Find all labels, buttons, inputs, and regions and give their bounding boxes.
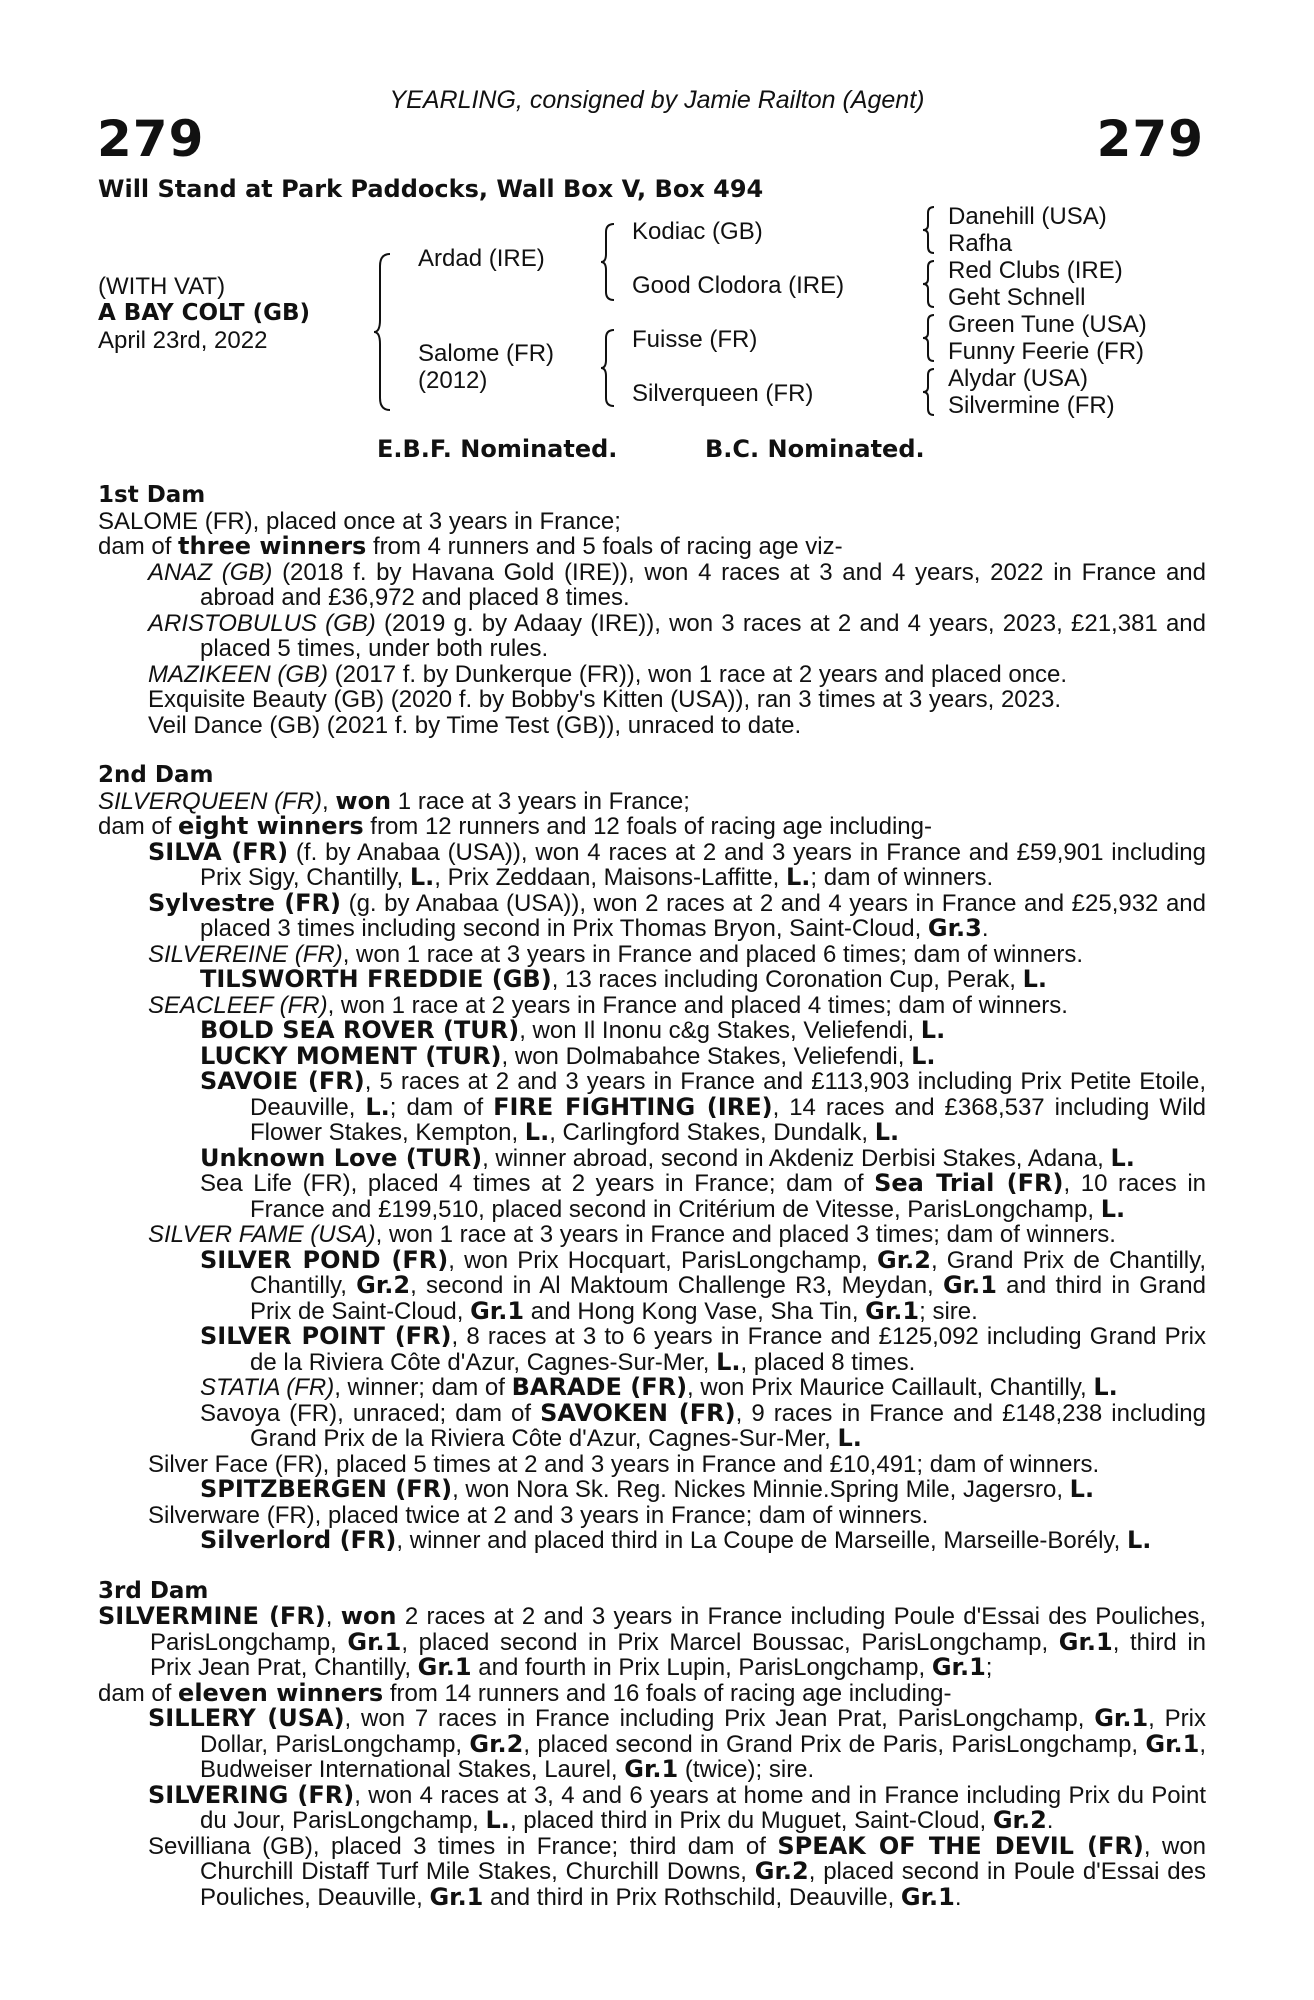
produce-sevilliana: Sevilliana (GB), placed 3 times in France; third dam of SPEAK OF THE DEVIL (FR), won Churchill Distaff Turf Mile Stakes, Churchill Downs, Gr.2, placed second in Poule d'Essai des Pouliches, Deauville, Gr.1 and third in Prix Rothschild, Deauville, Gr.1. — [148, 1831, 1207, 1911]
produce-mazikeen: MAZIKEEN (GB) (2017 f. by Dunkerque (FR)), won 1 race at 2 years and placed once. — [148, 660, 1068, 688]
produce-silver-face: Silver Face (FR), placed 5 times at 2 and 3 years in France and £10,491; dam of winners. — [148, 1450, 1100, 1478]
grandproduce-silver-pond: SILVER POND (FR), won Prix Hocquart, ParisLongchamp, Gr.2, Grand Prix de Chantilly, Chantilly, Gr.2, second in Al Maktoum Challenge R3, Meydan, Gr.1 and third in Grand Prix de Saint-Cloud, Gr.1 and Hong Kong Vase, Sha Tin, Gr.1; sire. — [200, 1245, 1207, 1325]
grandproduce-tilsworth-freddie: TILSWORTH FREDDIE (GB), 13 races including Coronation Cup, Perak, L. — [200, 965, 1048, 993]
grandproduce-unknown-love: Unknown Love (TUR), winner abroad, second in Akdeniz Derbisi Stakes, Adana, L. — [200, 1143, 1135, 1172]
consignor-line: YEARLING, consigned by Jamie Railton (Agent) — [389, 86, 925, 114]
produce-veil-dance: Veil Dance (GB) (2021 f. by Time Test (GB)), unraced to date. — [148, 711, 802, 739]
horse-name: A BAY COLT (GB) — [98, 300, 311, 326]
bc-nomination: B.C. Nominated. — [705, 435, 925, 463]
pedigree-sire: Ardad (IRE) — [418, 245, 545, 272]
produce-silvereine: SILVEREINE (FR), won 1 race at 3 years in France and placed 6 times; dam of winners. — [148, 940, 1084, 968]
pedigree-dam-dam: Silverqueen (FR) — [632, 380, 814, 407]
produce-sylvestre: Sylvestre (FR) (g. by Anabaa (USA)), won 2 races at 2 and 4 years in France and £25,932 and placed 3 times including second in Prix Thomas Bryon, Saint-Cloud, Gr.3. — [148, 888, 1206, 942]
lot-number-left: 279 — [97, 110, 205, 168]
foaling-date: April 23rd, 2022 — [98, 327, 268, 354]
grandproduce-silver-point: SILVER POINT (FR), 8 races at 3 to 6 years in France and £125,092 including Grand Prix de la Riviera Côte d'Azur, Cagnes-Sur-Mer, L., placed 8 times. — [200, 1322, 1206, 1376]
grandproduce-bold-sea-rover: BOLD SEA ROVER (TUR), won Il Inonu c&g Stakes, Veliefendi, L. — [200, 1016, 946, 1044]
pedigree-g3-1: Danehill (USA) — [948, 203, 1107, 230]
first-dam-heading: 1st Dam — [98, 482, 206, 508]
grandproduce-savoya: Savoya (FR), unraced; dam of SAVOKEN (FR), 9 races in France and £148,238 including Grand Prix de la Riviera Côte d'Azur, Cagnes-Sur-Mer, L. — [200, 1398, 1207, 1452]
pedigree-dam: Salome (FR) — [418, 340, 555, 367]
pedigree-g3-6: Funny Feerie (FR) — [948, 338, 1145, 365]
first-dam-intro: SALOME (FR), placed once at 3 years in France; — [98, 507, 621, 535]
pedigree-notes — [98, 483, 1206, 1910]
vat-note: (WITH VAT) — [98, 273, 226, 300]
produce-seacleef: SEACLEEF (FR), won 1 race at 2 years in France and placed 4 times; dam of winners. — [148, 991, 1068, 1019]
pedigree-g3-8: Silvermine (FR) — [948, 392, 1115, 419]
pedigree-brace-main — [372, 252, 392, 412]
ebf-nomination: E.B.F. Nominated. — [377, 435, 618, 463]
pedigree-brace-g3-3 — [922, 313, 936, 363]
pedigree-g3-5: Green Tune (USA) — [948, 311, 1147, 338]
pedigree-dam-year: (2012) — [418, 367, 488, 394]
grandproduce-lucky-moment: LUCKY MOMENT (TUR), won Dolmabahce Stakes, Veliefendi, L. — [200, 1041, 936, 1070]
pedigree-brace-dam — [600, 328, 616, 408]
pedigree-brace-g3-4 — [922, 367, 936, 417]
grandproduce-sea-life: Sea Life (FR), placed 4 times at 2 years in France; dam of Sea Trial (FR), 10 races in France and £199,510, placed second in Critérium de Vitesse, ParisLongchamp, L. — [200, 1169, 1207, 1223]
third-dam-produce-summary: dam of eleven winners from 14 runners and 16 foals of racing age including- — [98, 1678, 952, 1707]
grandproduce-silverlord: Silverlord (FR), winner and placed third in La Coupe de Marseille, Marseille-Borély, L. — [200, 1526, 1152, 1554]
pedigree-sire-dam: Good Clodora (IRE) — [632, 272, 845, 299]
produce-sillery: SILLERY (USA), won 7 races in France including Prix Jean Prat, ParisLongchamp, Gr.1, Prix Dollar, ParisLongchamp, Gr.2, placed second in Grand Prix de Paris, ParisLongchamp, Gr.1, Budweiser International Stakes, Laurel, Gr.1 (twice); sire. — [148, 1704, 1207, 1783]
third-dam-heading: 3rd Dam — [98, 1577, 209, 1604]
pedigree-dam-sire: Fuisse (FR) — [632, 326, 758, 353]
pedigree-brace-g3-1 — [922, 205, 936, 255]
second-dam-produce-summary: dam of eight winners from 12 runners and 12 foals of racing age including- — [98, 812, 932, 840]
pedigree-brace-sire — [600, 222, 616, 302]
grandproduce-statia: STATIA (FR), winner; dam of BARADE (FR), won Prix Maurice Caillault, Chantilly, L. — [200, 1373, 1118, 1401]
produce-aristobulus: ARISTOBULUS (GB) (2019 g. by Adaay (IRE)), won 3 races at 2 and 4 years, 2023, £21,381 and placed 5 times, under both rules. — [148, 609, 1207, 662]
third-dam-intro: SILVERMINE (FR), won 2 races at 2 and 3 years in France including Poule d'Essai des Pouliches, ParisLongchamp, Gr.1, placed second in Prix Marcel Boussac, ParisLongchamp, Gr.1, third in Prix Jean Prat, Chantilly, Gr.1 and fourth in Prix Lupin, ParisLongchamp, Gr.1; — [98, 1602, 1206, 1681]
grandproduce-spitzbergen: SPITZBERGEN (FR), won Nora Sk. Reg. Nickes Minnie.Spring Mile, Jagersro, L. — [200, 1475, 1095, 1503]
pedigree-g3-2: Rafha — [948, 230, 1013, 257]
lot-number-right: 279 — [1096, 110, 1204, 168]
grandproduce-savoie: SAVOIE (FR), 5 races at 2 and 3 years in France and £113,903 including Prix Petite Etoile, Deauville, L.; dam of FIRE FIGHTING (IRE), 14 races and £368,537 including Wild Flower Stakes, Kempton, L., Carlingford Stakes, Dundalk, L. — [200, 1067, 1207, 1146]
produce-anaz: ANAZ (GB) (2018 f. by Havana Gold (IRE)), won 4 races at 3 and 4 years, 2022 in France and abroad and £36,972 and placed 8 times. — [148, 558, 1207, 611]
stand-location: Will Stand at Park Paddocks, Wall Box V, Box 494 — [98, 175, 764, 203]
produce-silverware: Silverware (FR), placed twice at 2 and 3 years in France; dam of winners. — [148, 1501, 929, 1529]
produce-silvering: SILVERING (FR), won 4 races at 3, 4 and 6 years at home and in France including Prix du Point du Jour, ParisLongchamp, L., placed third in Prix du Muguet, Saint-Cloud, Gr.2. — [148, 1780, 1206, 1834]
second-dam-heading: 2nd Dam — [98, 762, 214, 788]
first-dam-produce-summary: dam of three winners from 4 runners and 5 foals of racing age viz- — [98, 532, 843, 560]
pedigree-g3-4: Geht Schnell — [948, 284, 1086, 311]
pedigree-g3-3: Red Clubs (IRE) — [948, 257, 1123, 284]
pedigree-sire-sire: Kodiac (GB) — [632, 218, 763, 245]
pedigree-brace-g3-2 — [922, 259, 936, 309]
produce-exquisite-beauty: Exquisite Beauty (GB) (2020 f. by Bobby's Kitten (USA)), ran 3 times at 3 years, 2023. — [148, 686, 1061, 713]
pedigree-g3-7: Alydar (USA) — [948, 365, 1089, 392]
produce-silva: SILVA (FR) (f. by Anabaa (USA)), won 4 races at 2 and 3 years in France and £59,901 including Prix Sigy, Chantilly, L., Prix Zeddaan, Maisons-Laffitte, L.; dam of winners. — [148, 837, 1207, 891]
second-dam-intro: SILVERQUEEN (FR), won 1 race at 3 years in France; — [98, 786, 690, 815]
produce-silver-fame: SILVER FAME (USA), won 1 race at 3 years in France and placed 3 times; dam of winners. — [148, 1221, 1116, 1248]
